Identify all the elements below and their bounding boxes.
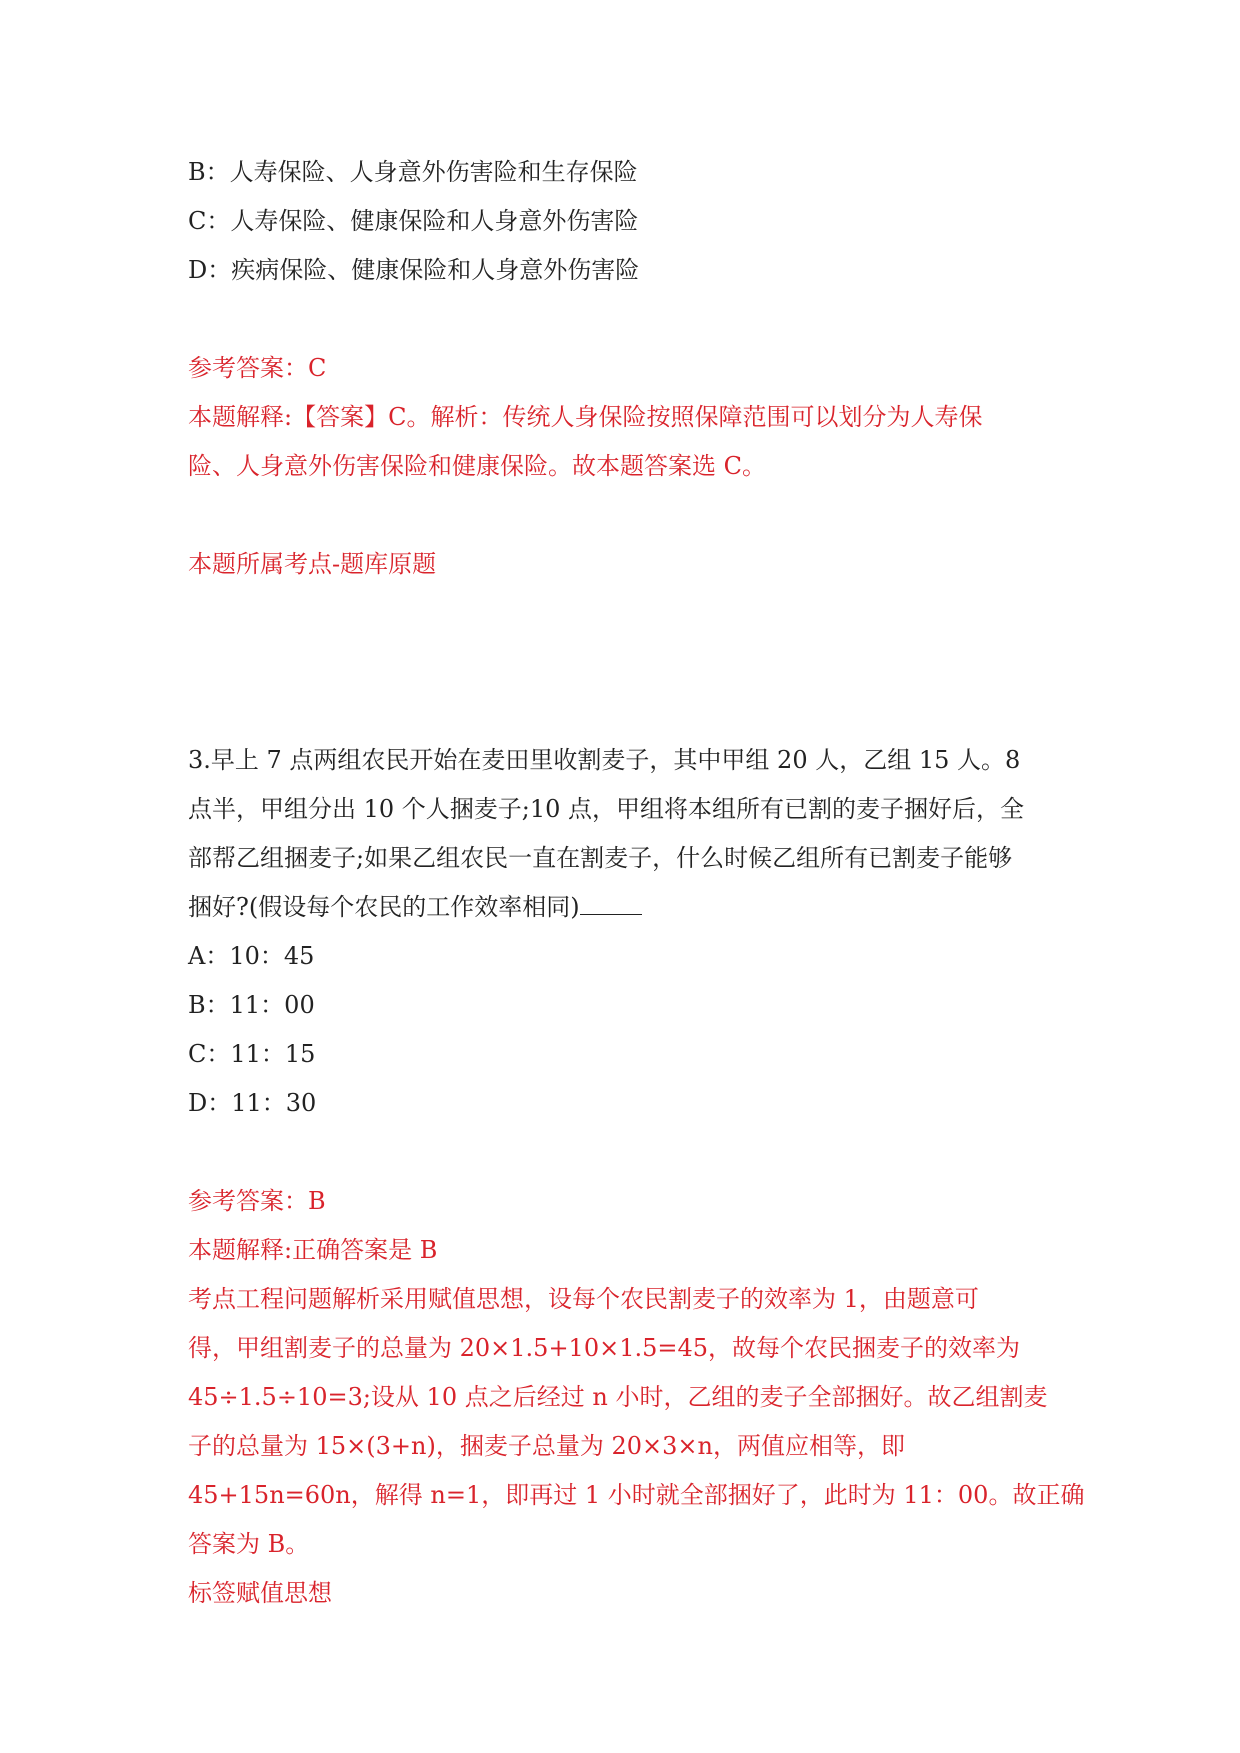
- q2-explanation-line-1: 本题解释:【答案】C。解析：传统人身保险按照保障范围可以划分为人寿保: [188, 403, 983, 431]
- q3-option-c: C：11：15: [188, 1040, 316, 1068]
- q2-options: [188, 148, 1068, 295]
- spacer: [188, 295, 1068, 344]
- q2-topic: 本题所属考点-题库原题: [188, 550, 437, 578]
- q3-stem-line-3: 部帮乙组捆麦子;如果乙组农民一直在割麦子，什么时候乙组所有已割麦子能够: [188, 844, 1013, 872]
- q3-explanation-line-4: 45÷1.5÷10=3;设从 10 点之后经过 n 小时，乙组的麦子全部捆好。故乙组割麦: [188, 1383, 1048, 1411]
- spacer: [188, 491, 1068, 540]
- q3-explanation-line-5: 子的总量为 15×(3+n)，捆麦子总量为 20×3×n，两值应相等，即: [188, 1432, 905, 1460]
- q2-option-b: B：人寿保险、人身意外伤害险和生存保险: [188, 158, 638, 186]
- q3-options: [188, 932, 1068, 1128]
- answer-blank: [580, 892, 642, 915]
- q3-explanation-line-2: 考点工程问题解析采用赋值思想，设每个农民割麦子的效率为 1，由题意可: [188, 1285, 979, 1313]
- q3-stem-line-1: 3.早上 7 点两组农民开始在麦田里收割麦子，其中甲组 20 人，乙组 15 人。8: [188, 746, 1021, 774]
- q3-option-a: A：10：45: [188, 942, 315, 970]
- q3-option-b: B：11：00: [188, 991, 315, 1019]
- q3-explanation: [188, 1226, 1085, 1569]
- q3-stem-line-2: 点半，甲组分出 10 个人捆麦子;10 点，甲组将本组所有已割的麦子捆好后，全: [188, 795, 1025, 823]
- q2-answer: 参考答案：C: [188, 354, 327, 382]
- q3-explanation-line-6: 45+15n=60n，解得 n=1，即再过 1 小时就全部捆好了，此时为 11：00。故正确: [188, 1481, 1085, 1509]
- q3-stem-line-4: [188, 883, 1068, 932]
- q2-option-d: D：疾病保险、健康保险和人身意外伤害险: [188, 256, 640, 284]
- spacer: [188, 1128, 1068, 1177]
- q3-explanation-line-1: 本题解释:正确答案是 B: [188, 1236, 438, 1264]
- document-page: [188, 148, 1085, 1618]
- spacer: [188, 589, 1068, 736]
- q3-answer: 参考答案：B: [188, 1187, 326, 1215]
- q2-explanation-line-2: 险、人身意外伤害保险和健康保险。故本题答案选 C。: [188, 452, 766, 480]
- q3-option-d: D：11：30: [188, 1089, 317, 1117]
- q3-tag: 标签赋值思想: [188, 1579, 332, 1607]
- q3-stem-line-4-text: 捆好?(假设每个农民的工作效率相同): [188, 893, 580, 921]
- q3-explanation-line-7: 答案为 B。: [188, 1530, 310, 1558]
- q3-explanation-line-3: 得，甲组割麦子的总量为 20×1.5+10×1.5=45，故每个农民捆麦子的效率为: [188, 1334, 1021, 1362]
- q3-stem: [188, 736, 1068, 932]
- q2-option-c: C：人寿保险、健康保险和人身意外伤害险: [188, 207, 639, 235]
